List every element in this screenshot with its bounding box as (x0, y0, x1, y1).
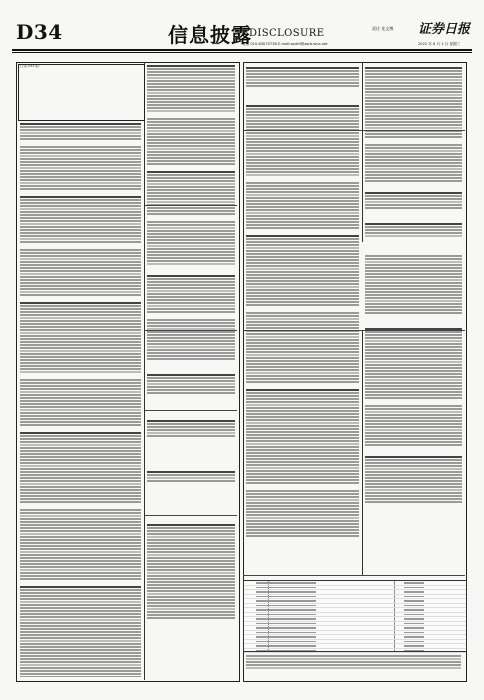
masthead (12, 18, 472, 48)
col2-rule-2 (145, 330, 237, 331)
col34-rule-1 (243, 130, 465, 131)
section-title: 信息披露 (168, 23, 252, 47)
page-number: D34 (16, 20, 63, 44)
col34-rule-2 (243, 330, 465, 331)
section-label: (上接 D33 版) (20, 64, 40, 68)
column-4-text (365, 66, 462, 576)
contact-info: 电话 010-63070738 E-mail:zqrb9@zqrb.sina.net (242, 42, 328, 46)
editor-credit: 责任 花文博 (372, 26, 394, 31)
section-title-english: DISCLOSURE (249, 28, 325, 39)
left-column-divider (144, 62, 145, 680)
right-column-divider (362, 62, 363, 242)
col34-rule-3 (243, 575, 465, 576)
column-2-text (147, 64, 235, 676)
col2-rule-3 (145, 410, 237, 411)
newspaper-logo: 证券日报 (418, 22, 471, 37)
masthead-rule-thick (12, 49, 472, 51)
column-3-text (246, 66, 359, 576)
disclosure-table (243, 580, 467, 652)
masthead-rule-thin (12, 52, 472, 53)
issue-date: 2022 年 6 月 1 日 星期三 (418, 42, 461, 46)
table-row (244, 649, 466, 654)
table-notes (246, 654, 461, 678)
col2-rule-1 (145, 205, 237, 206)
right-column-divider-lower (362, 330, 363, 575)
col2-rule-4 (145, 515, 237, 516)
column-1-text (20, 122, 141, 677)
left-top-box (18, 64, 145, 121)
